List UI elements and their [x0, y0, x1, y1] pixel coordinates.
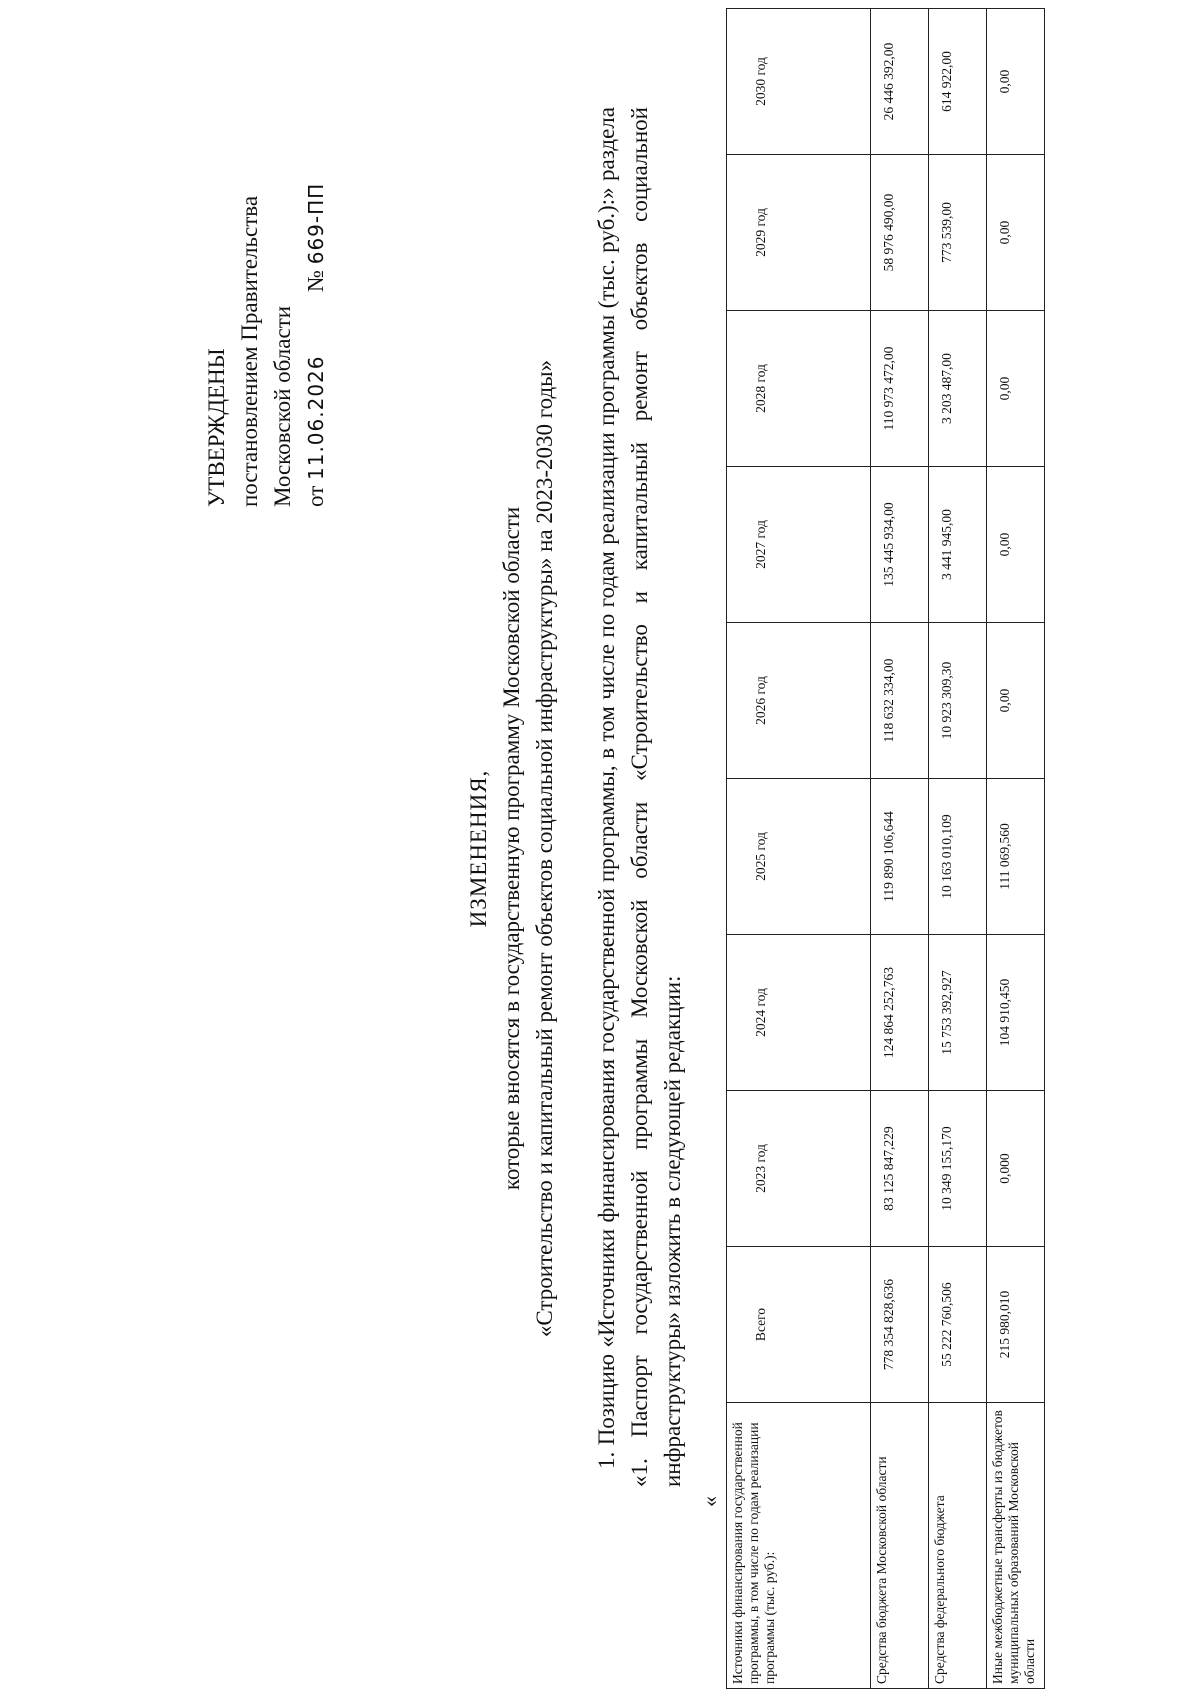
table-cell: Средства федерального бюджета: [929, 1403, 987, 1689]
title-main: ИЗМЕНЕНИЯ,: [466, 769, 491, 928]
table-cell: 0,00: [987, 311, 1045, 467]
table-cell: 26 446 392,00: [871, 9, 929, 155]
table-cell: 83 125 847,229: [871, 1091, 929, 1247]
header-2025: 2025 год: [727, 779, 871, 935]
table-cell: 3 203 487,00: [929, 311, 987, 467]
table-cell: Средства бюджета Московской области: [871, 1403, 929, 1689]
table-header-row: [727, 9, 871, 1689]
table-cell: 0,000: [987, 1091, 1045, 1247]
table-cell: 135 445 934,00: [871, 467, 929, 623]
table-cell: 10 163 010,109: [929, 779, 987, 935]
table-cell: 104 910,450: [987, 935, 1045, 1091]
table-cell: 118 632 334,00: [871, 623, 929, 779]
table-cell: 119 890 106,644: [871, 779, 929, 935]
table-cell: 3 441 945,00: [929, 467, 987, 623]
table-cell: 110 973 472,00: [871, 311, 929, 467]
approval-number: 669-ПП: [304, 182, 328, 265]
approval-heading: УТВЕРЖДЕНЫ: [204, 348, 229, 507]
table-cell: 124 864 252,763: [871, 935, 929, 1091]
header-2027: 2027 год: [727, 467, 871, 623]
header-total: Всего: [727, 1247, 871, 1403]
header-2029: 2029 год: [727, 155, 871, 311]
table-row: [987, 9, 1045, 1689]
table-cell: 10 923 309,30: [929, 623, 987, 779]
approval-line-1: постановлением Правительства: [237, 195, 262, 507]
table-row: [871, 9, 929, 1689]
table-cell: 58 976 490,00: [871, 155, 929, 311]
title-line-1: которые вносятся в государственную программу Московской области: [499, 506, 524, 1191]
approval-date-prefix: от: [303, 485, 328, 507]
open-quote: «: [697, 1496, 722, 1507]
table-cell: 0,00: [987, 467, 1045, 623]
header-2028: 2028 год: [727, 311, 871, 467]
table-row: [929, 9, 987, 1689]
document-title: [462, 0, 561, 1697]
header-2023: 2023 год: [727, 1091, 871, 1247]
table-cell: 10 349 155,170: [929, 1091, 987, 1247]
title-line-2: «Строительство и капитальный ремонт объектов социальной инфраструктуры» на 2023-2030 годы»: [532, 359, 557, 1338]
table-cell: 773 539,00: [929, 155, 987, 311]
table-cell: 778 354 828,636: [871, 1247, 929, 1403]
table-cell: 15 753 392,927: [929, 935, 987, 1091]
approval-stamp: [200, 183, 333, 507]
header-sources: Источники финансирования государственной программы, в том числе по годам реализации программы (тыс. руб.):: [727, 1403, 871, 1689]
approval-date-line: [299, 183, 333, 507]
financing-table: [726, 8, 1045, 1689]
approval-number-label: №: [303, 270, 328, 292]
approval-date: 11.06.2026: [304, 355, 328, 480]
table-cell: 0,00: [987, 9, 1045, 155]
table-cell: 0,00: [987, 155, 1045, 311]
table-cell: 55 222 760,506: [929, 1247, 987, 1403]
table-cell: 215 980,010: [987, 1247, 1045, 1403]
table-cell: 614 922,00: [929, 9, 987, 155]
approval-line-2: Московской области: [270, 305, 295, 507]
table-cell: 0,00: [987, 623, 1045, 779]
header-2030: 2030 год: [727, 9, 871, 155]
amendment-paragraph: 1. Позицию «Источники финансирования государственной программы, в том числе по годам реализации программы (тыс. руб.):» раздела «1. Паспорт государственной программы Московской области «Строительство и капитальный ремонт объектов социальной инфраструктуры» изложить в следующей редакции:: [594, 107, 685, 1487]
table-cell: Иные межбюджетные трансферты из бюджетов муниципальных образований Московской области: [987, 1403, 1045, 1689]
header-2026: 2026 год: [727, 623, 871, 779]
table-cell: 111 069,560: [987, 779, 1045, 935]
header-2024: 2024 год: [727, 935, 871, 1091]
